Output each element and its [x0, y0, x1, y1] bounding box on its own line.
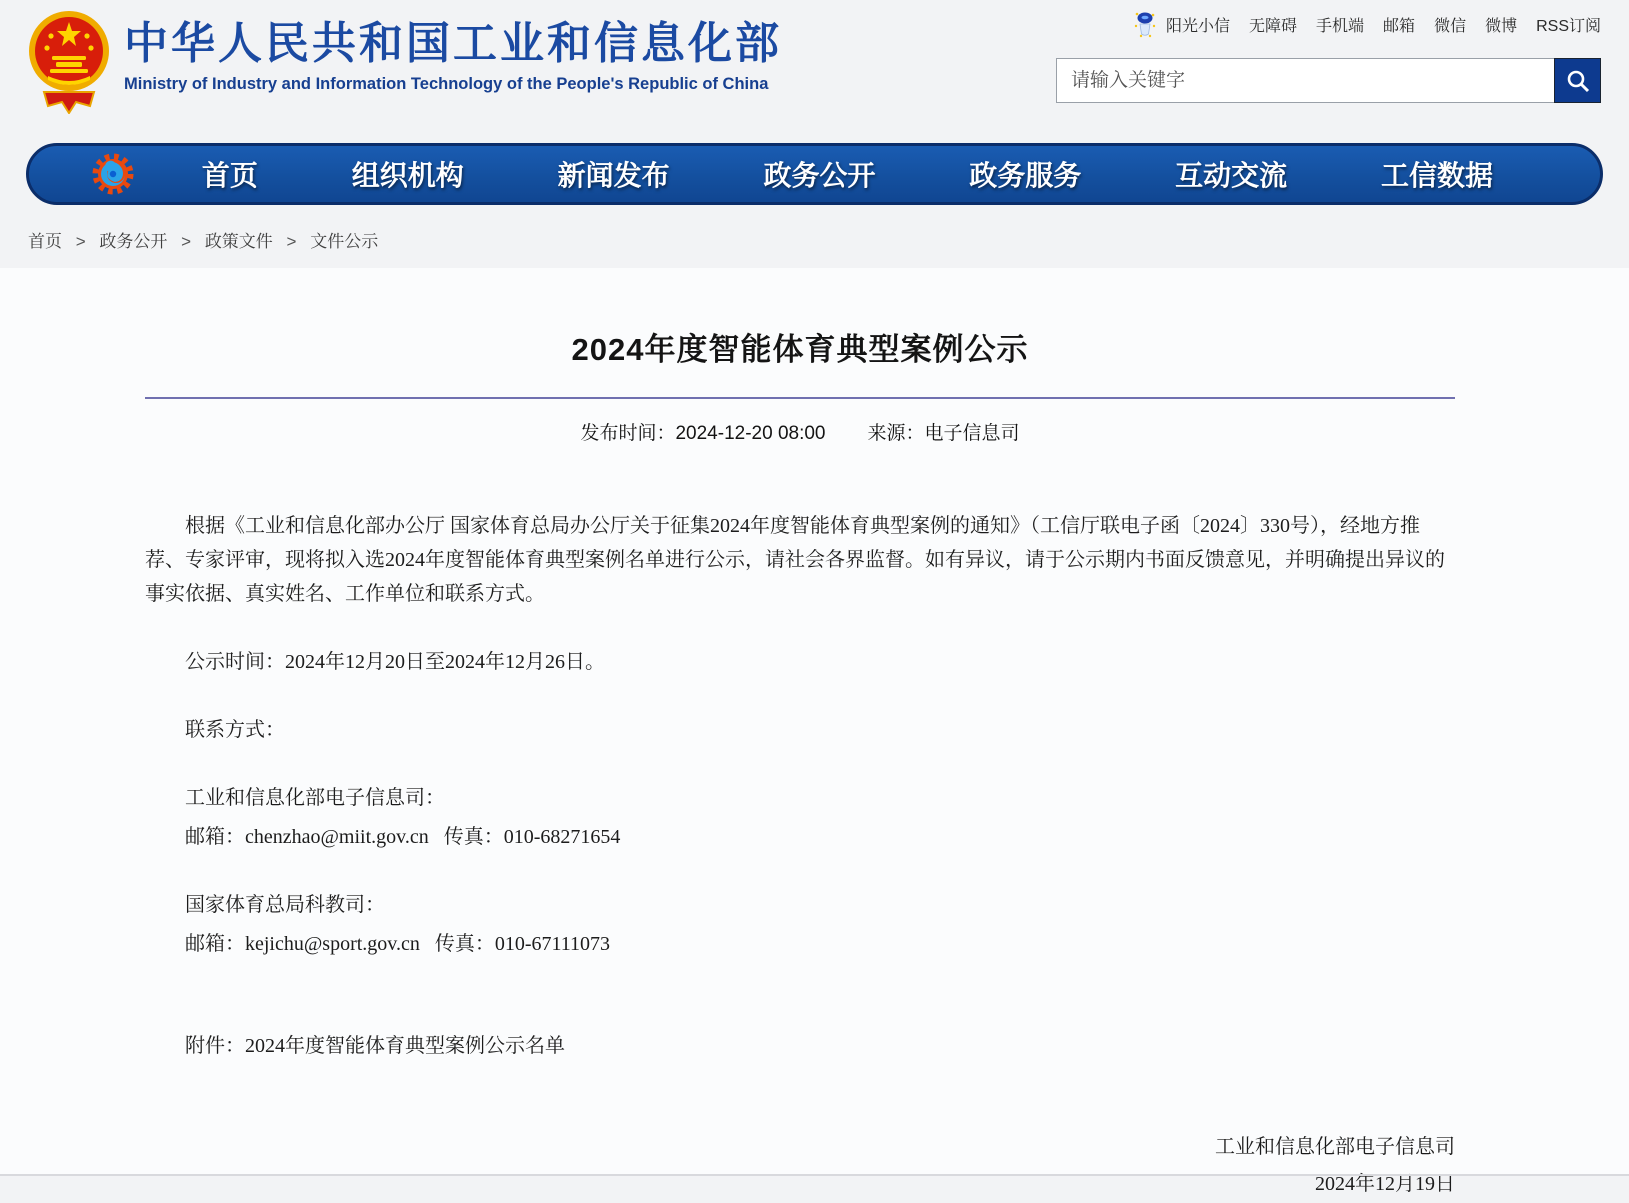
nav-items [155, 154, 1540, 194]
search-input[interactable] [1056, 58, 1554, 103]
nav-item-gov-services[interactable]: 政务服务 [969, 160, 1082, 191]
article-area [0, 268, 1629, 1195]
body-paragraph-sport-contact: 邮箱：kejichu@sport.gov.cn 传真：010-67111073 [185, 933, 611, 955]
signature-date: 2024年12月19日 [1315, 1173, 1455, 1195]
ministry-title-cn: 中华人民共和国工业和信息化部 [124, 19, 782, 68]
top-links-bar [1056, 10, 1601, 38]
body-paragraph-miit-dept: 工业和信息化部电子信息司： [185, 787, 445, 809]
sunshine-robot-icon [1133, 10, 1157, 38]
top-link-mobile[interactable]: 手机端 [1316, 17, 1365, 35]
breadcrumb-home[interactable]: 首页 [28, 232, 62, 251]
source-value: 电子信息司 [924, 423, 1020, 444]
page-header [0, 0, 1629, 141]
breadcrumb-gov-disclosure[interactable]: 政务公开 [99, 232, 168, 251]
search-icon [1565, 68, 1591, 94]
nav-item-data[interactable]: 工信数据 [1380, 160, 1493, 191]
nav-item-interaction[interactable]: 互动交流 [1175, 160, 1288, 191]
body-paragraph-miit-contact: 邮箱：chenzhao@miit.gov.cn 传真：010-68271654 [185, 826, 621, 848]
breadcrumb-policy-files[interactable]: 政策文件 [204, 232, 273, 251]
brand-block [28, 6, 782, 114]
miit-gear-logo-icon [91, 152, 135, 196]
breadcrumb-separator: > [181, 232, 192, 251]
attachment-label: 附件： [185, 1035, 245, 1057]
breadcrumb-separator: > [75, 232, 86, 251]
breadcrumb-separator: > [286, 232, 297, 251]
source-label: 来源： [867, 423, 925, 444]
article-meta [145, 418, 1455, 445]
header-right [1056, 10, 1601, 103]
title-divider [145, 397, 1455, 399]
article [145, 268, 1455, 1203]
ministry-title-en: Ministry of Industry and Information Technology of the People's Republic of China [124, 75, 769, 94]
bottom-divider [0, 1174, 1629, 1176]
attachment-link[interactable]: 2024年度智能体育典型案例公示名单 [245, 1035, 565, 1057]
top-link-sunshine[interactable]: 阳光小信 [1166, 17, 1231, 35]
search-button[interactable] [1554, 58, 1601, 103]
search-bar [1056, 58, 1601, 103]
attachment-row [145, 995, 1455, 1097]
body-paragraph-contact-heading: 联系方式： [185, 719, 285, 741]
national-emblem-icon [28, 6, 110, 114]
top-link-accessibility[interactable]: 无障碍 [1249, 17, 1298, 35]
top-link-weibo[interactable]: 微博 [1485, 17, 1518, 35]
body-paragraph: 根据《工业和信息化部办公厅 国家体育总局办公厅关于征集2024年度智能体育典型案例的通知》（工信厅联电子函〔2024〕330号），经地方推荐、专家评审，现将拟入选2024年度智能体育典型案例名单进行公示，请社会各界监督。如有异议，请于公示期内书面反馈意见，并明确提出异议的事实依据、真实姓名、工作单位和联系方式。 [145, 515, 1445, 605]
brand-text [124, 6, 782, 94]
publish-time-label: 发布时间： [580, 423, 676, 444]
signature-block [145, 1129, 1455, 1203]
main-navigation [26, 143, 1603, 205]
nav-item-organization[interactable]: 组织机构 [351, 160, 464, 191]
article-body [145, 509, 1455, 1203]
breadcrumb [28, 227, 1629, 252]
body-paragraph-sport-dept: 国家体育总局科教司： [185, 894, 385, 916]
signature-department: 工业和信息化部电子信息司 [1215, 1136, 1455, 1158]
top-link-rss[interactable]: RSS订阅 [1536, 17, 1601, 35]
nav-item-news[interactable]: 新闻发布 [557, 160, 670, 191]
top-link-mail[interactable]: 邮箱 [1383, 17, 1416, 35]
body-paragraph-public-period: 公示时间：2024年12月20日至2024年12月26日。 [185, 651, 605, 673]
publish-time-value: 2024-12-20 08:00 [675, 423, 826, 444]
breadcrumb-file-announcement[interactable]: 文件公示 [310, 232, 379, 251]
nav-item-gov-disclosure[interactable]: 政务公开 [763, 160, 876, 191]
nav-item-home[interactable]: 首页 [201, 160, 258, 191]
article-title: 2024年度智能体育典型案例公示 [571, 332, 1029, 367]
top-link-wechat[interactable]: 微信 [1434, 17, 1467, 35]
